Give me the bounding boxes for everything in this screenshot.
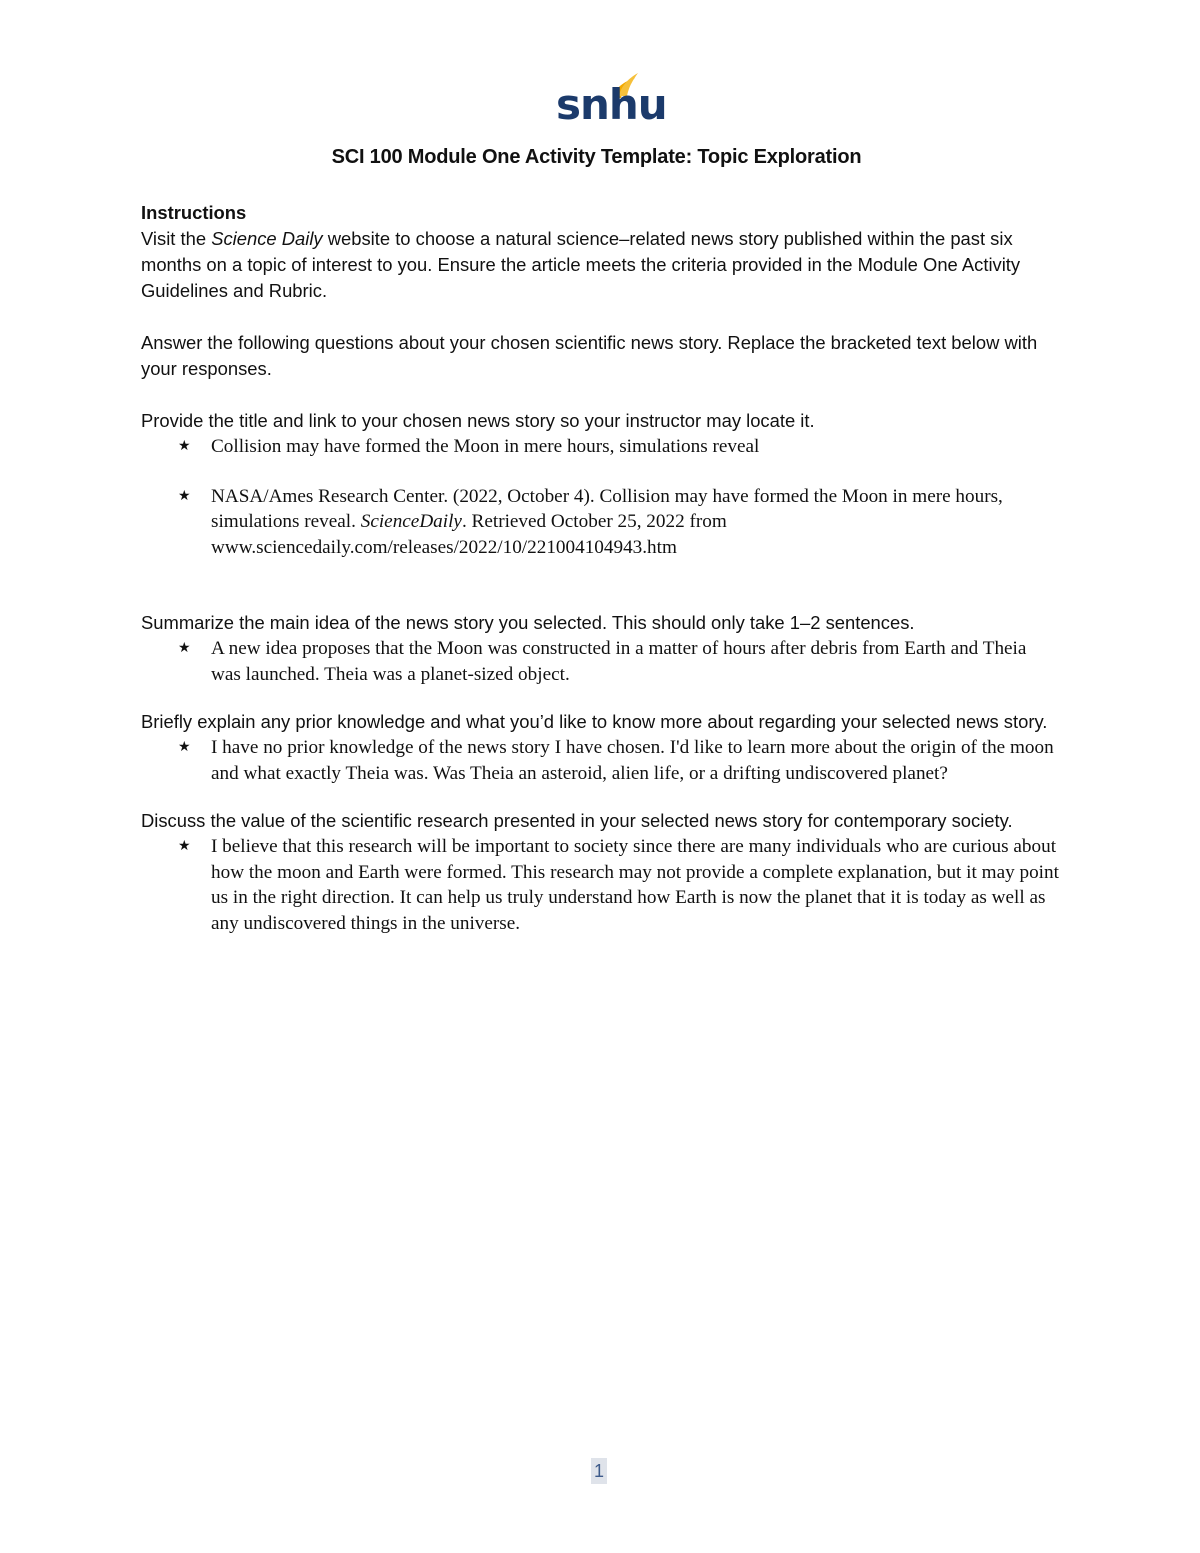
instructions-heading: Instructions: [141, 202, 247, 223]
star-icon: ★: [178, 487, 191, 504]
answer-instructions-paragraph: Answer the following questions about your chosen scientific news story. Replace the bracketed text below with your responses.: [141, 332, 1038, 379]
logo-wordmark: snhu: [556, 80, 667, 129]
document-body: [141, 200, 1061, 936]
star-icon: ★: [178, 438, 191, 454]
page-number: 1: [591, 1458, 607, 1484]
question-1-prompt: Provide the title and link to your chosen news story so your instructor may locate it.: [141, 410, 815, 431]
answer-text: Collision may have formed the Moon in mere hours, simulations reveal: [211, 436, 760, 457]
answer-text: A new idea proposes that the Moon was constructed in a matter of hours after debris from Earth and Theia was launched. Theia was a planet-sized object.: [211, 638, 1027, 685]
instructions-paragraph: [141, 226, 1061, 304]
question-3-prompt: Briefly explain any prior knowledge and what you’d like to know more about regarding your selected news story.: [141, 711, 1048, 732]
answer-text: I have no prior knowledge of the news story I have chosen. I'd like to learn more about the origin of the moon and what exactly Theia was. Was Theia an asteroid, alien life, or a drifting undiscovered planet?: [211, 737, 1054, 784]
list-item: [141, 636, 1061, 687]
question-2-prompt: Summarize the main idea of the news story you selected. This should only take 1–2 sentences.: [141, 612, 915, 633]
question-2-answers: [141, 636, 1061, 687]
list-item: [141, 434, 1061, 460]
question-4-answers: [141, 834, 1061, 936]
star-icon: ★: [178, 838, 191, 854]
question-1-answers: [141, 434, 1061, 560]
science-daily-name: Science Daily: [211, 228, 323, 249]
snhu-logo: [552, 72, 667, 134]
instructions-text-end: website to choose a natural science–related news story published within the past six months on a topic of interest to you. Ensure the article meets the criteria provided in the Module One Activity Guidelines and Rubric.: [141, 228, 1021, 301]
star-icon: ★: [178, 640, 191, 656]
citation-source: ScienceDaily: [360, 511, 462, 532]
instructions-text-start: Visit the: [141, 228, 212, 249]
citation-text-start: NASA/Ames Research Center. (2022, October 4). Collision may have formed the Moon in mere hours, simulations reveal.: [211, 485, 1003, 532]
question-4-prompt: Discuss the value of the scientific research presented in your selected news story for contemporary society.: [141, 810, 1013, 831]
citation-text-end: . Retrieved October 25, 2022 from www.sciencedaily.com/releases/2022/10/221004104943.htm: [211, 511, 727, 558]
star-icon: ★: [178, 739, 191, 755]
list-item: [141, 484, 1061, 561]
page-title: SCI 100 Module One Activity Template: Topic Exploration: [331, 146, 862, 168]
answer-text: I believe that this research will be important to society since there are many individuals who are curious about how the moon and Earth were formed. This research may not provide a complete explanation, but it may point us in the right direction. It can help us truly understand how Earth is now the planet that it is today as well as any undiscovered things in the universe.: [211, 836, 1059, 934]
list-item: [141, 834, 1061, 936]
list-item: [141, 735, 1061, 786]
question-3-answers: [141, 735, 1061, 786]
